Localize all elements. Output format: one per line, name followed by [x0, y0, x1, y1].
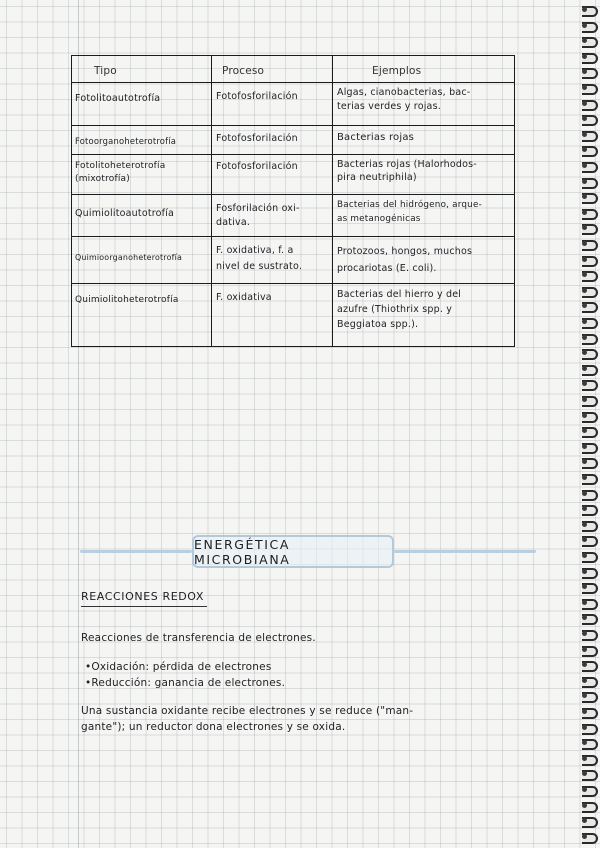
binding-hole	[582, 678, 587, 683]
binding-hole	[582, 475, 587, 480]
row-6-tipo: Quimiolitoheterotrofía	[75, 295, 179, 305]
row-6-proceso: F. oxidativa	[216, 292, 272, 303]
binding-hole	[582, 413, 587, 418]
intro-text: Reacciones de transferencia de electrones.	[81, 632, 316, 644]
table-divider	[211, 56, 212, 346]
table-divider	[332, 56, 333, 346]
binding-hole	[582, 241, 587, 246]
row-1-ejemplos: Algas, cianobacterias, bac- terias verdes y rojas.	[337, 87, 471, 112]
binding-hole	[582, 288, 587, 293]
row-3-tipo: Fotolitoheterotrofía (mixotrofía)	[75, 161, 166, 184]
binding-hole	[582, 647, 587, 652]
row-5-proceso: F. oxidativa, f. a nivel de sustrato.	[216, 245, 303, 272]
row-4-ejemplos: Bacterias del hidrógeno, arque- as metanogénicas	[337, 200, 482, 224]
row-3-ejemplos: Bacterias rojas (Halorhodos- pira neutriphila)	[337, 159, 477, 183]
section-title-box	[192, 535, 394, 568]
binding-hole	[582, 7, 587, 12]
binding-hole	[582, 101, 587, 106]
table-divider	[72, 236, 514, 237]
row-4-tipo: Quimiolitoautotrofía	[75, 208, 175, 219]
binding-hole	[582, 491, 587, 496]
binding-hole	[582, 631, 587, 636]
binding-hole	[582, 553, 587, 558]
table-divider	[72, 154, 514, 155]
title-band-left	[80, 550, 192, 553]
header-tipo: Tipo	[94, 65, 117, 77]
binding-hole	[582, 569, 587, 574]
row-2-tipo: Fotoorganoheterotrofía	[75, 136, 177, 146]
header-ejemplos: Ejemplos	[372, 65, 422, 77]
binding-hole	[582, 85, 587, 90]
row-1-tipo: Fotolitoautotrofía	[75, 93, 161, 104]
subsection-title: REACCIONES REDOX	[81, 590, 204, 603]
row-6-ejemplos: Bacterias del hierro y del azufre (Thiothrix spp. y Beggiatoa spp.).	[337, 289, 462, 330]
row-1-proceso: Fotofosforilación	[216, 91, 298, 102]
spiral-binding	[580, 0, 600, 848]
table-divider	[72, 194, 514, 195]
title-band-right	[394, 550, 536, 553]
binding-hole	[582, 23, 587, 28]
binding-hole	[582, 319, 587, 324]
bullet-oxidacion: •Oxidación: pérdida de electrones	[85, 661, 272, 673]
binding-hole	[582, 54, 587, 59]
binding-hole	[582, 522, 587, 527]
binding-hole	[582, 132, 587, 137]
row-5-tipo: Quimioorganoheterotrofía	[75, 253, 183, 262]
binding-hole	[582, 725, 587, 730]
binding-hole	[582, 709, 587, 714]
binding-hole	[582, 179, 587, 184]
row-2-ejemplos: Bacterias rojas	[337, 132, 415, 143]
binding-hole	[582, 756, 587, 761]
metabolism-table	[71, 55, 515, 347]
paragraph-line-1: Una sustancia oxidante recibe electrones y se reduce ("man-	[81, 705, 414, 717]
table-divider	[72, 125, 514, 126]
binding-hole	[582, 787, 587, 792]
section-title: ENERGÉTICA MICROBIANA	[194, 536, 291, 567]
binding-hole	[582, 600, 587, 605]
header-proceso: Proceso	[222, 65, 265, 77]
table-divider	[72, 283, 514, 284]
binding-hole	[582, 803, 587, 808]
binding-hole	[582, 210, 587, 215]
bullet-reduccion: •Reducción: ganancia de electrones.	[85, 677, 286, 689]
row-4-proceso: Fosforilación oxi- dativa.	[216, 203, 300, 228]
binding-hole	[582, 335, 587, 340]
binding-hole	[582, 366, 587, 371]
row-3-proceso: Fotofosforilación	[216, 161, 298, 172]
row-5-ejemplos: Protozoos, hongos, muchos procariotas (E. coli).	[337, 246, 473, 274]
binding-hole	[582, 257, 587, 262]
binding-hole	[582, 397, 587, 402]
binding-hole	[582, 163, 587, 168]
binding-hole	[582, 834, 587, 839]
binding-hole	[582, 444, 587, 449]
subsection-underline	[81, 606, 207, 607]
table-divider	[72, 82, 514, 83]
paragraph-line-2: gante"); un reductor dona electrones y se oxida.	[81, 721, 346, 733]
row-2-proceso: Fotofosforilación	[216, 133, 298, 144]
